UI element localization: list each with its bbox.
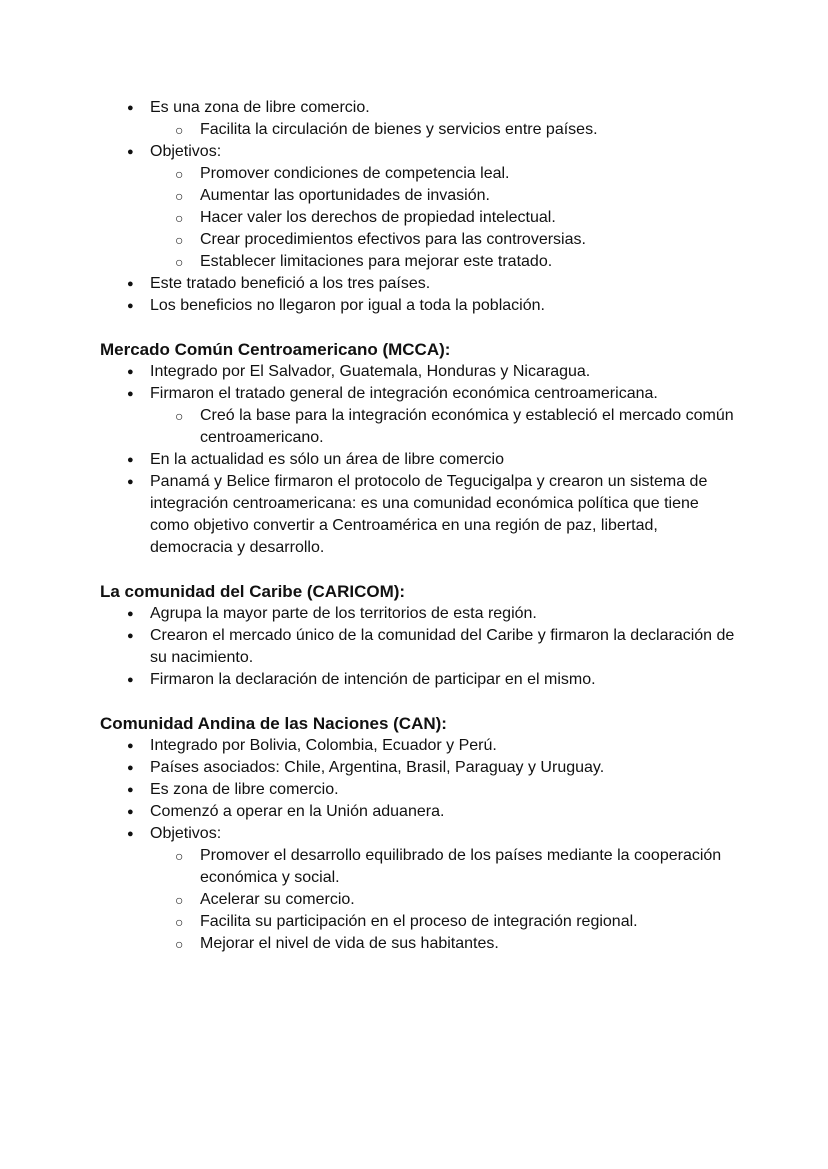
bullet-icon: ● <box>127 806 134 818</box>
sub-list-item-text: Aumentar las oportunidades de invasión. <box>200 187 490 204</box>
list-item <box>100 273 740 295</box>
list-item-text: Agrupa la mayor parte de los territorios de esta región. <box>150 605 537 622</box>
sub-list-item-text: Promover el desarrollo equilibrado de los países mediante la cooperación económica y social. <box>200 847 722 886</box>
sub-list-item <box>150 185 740 207</box>
sub-list-item <box>150 229 740 251</box>
sub-list-item <box>150 207 740 229</box>
list-item-text: Crearon el mercado único de la comunidad del Caribe y firmaron la declaración de su nacimiento. <box>150 627 735 666</box>
hollow-bullet-icon: ○ <box>175 914 184 930</box>
hollow-bullet-icon: ○ <box>175 232 184 248</box>
bullet-icon: ● <box>127 608 134 620</box>
sub-list-item-text: Hacer valer los derechos de propiedad intelectual. <box>200 209 556 226</box>
hollow-bullet-icon: ○ <box>175 848 184 864</box>
list-item <box>100 295 740 317</box>
bullet-icon: ● <box>127 674 134 686</box>
list-item-text: Es zona de libre comercio. <box>150 781 339 798</box>
bullet-list <box>100 603 740 691</box>
sub-list-item <box>150 889 740 911</box>
list-item-text: Es una zona de libre comercio. <box>150 99 370 116</box>
list-item <box>100 97 740 141</box>
hollow-bullet-icon: ○ <box>175 210 184 226</box>
list-item-text: Países asociados: Chile, Argentina, Brasil, Paraguay y Uruguay. <box>150 759 605 776</box>
list-item-text: Integrado por Bolivia, Colombia, Ecuador y Perú. <box>150 737 497 754</box>
sub-list-item <box>150 933 740 955</box>
list-item-text: Firmaron la declaración de intención de participar en el mismo. <box>150 671 596 688</box>
sub-list-item <box>150 845 740 889</box>
bullet-icon: ● <box>127 784 134 796</box>
list-item <box>100 625 740 669</box>
sub-list-item <box>150 405 740 449</box>
bullet-icon: ● <box>127 278 134 290</box>
bullet-list <box>100 97 740 317</box>
hollow-bullet-icon: ○ <box>175 166 184 182</box>
hollow-bullet-icon: ○ <box>175 254 184 270</box>
document-body <box>100 97 740 955</box>
sub-list-item-text: Establecer limitaciones para mejorar este tratado. <box>200 253 553 270</box>
list-item-text: Los beneficios no llegaron por igual a toda la población. <box>150 297 545 314</box>
sub-list-item <box>150 163 740 185</box>
sub-list-item-text: Promover condiciones de competencia leal. <box>200 165 510 182</box>
sub-bullet-list <box>150 163 740 273</box>
hollow-bullet-icon: ○ <box>175 892 184 908</box>
sub-list-item-text: Facilita su participación en el proceso de integración regional. <box>200 913 638 930</box>
sub-list-item <box>150 251 740 273</box>
bullet-icon: ● <box>127 762 134 774</box>
sub-bullet-list <box>150 405 740 449</box>
list-item-text: Este tratado benefició a los tres países. <box>150 275 431 292</box>
sub-list-item-text: Acelerar su comercio. <box>200 891 355 908</box>
bullet-icon: ● <box>127 740 134 752</box>
hollow-bullet-icon: ○ <box>175 122 184 138</box>
bullet-icon: ● <box>127 630 134 642</box>
bullet-icon: ● <box>127 828 134 840</box>
bullet-icon: ● <box>127 102 134 114</box>
list-item-text: Comenzó a operar en la Unión aduanera. <box>150 803 445 820</box>
list-item <box>100 603 740 625</box>
bullet-icon: ● <box>127 476 134 488</box>
hollow-bullet-icon: ○ <box>175 408 184 424</box>
list-item-text: Firmaron el tratado general de integración económica centroamericana. <box>150 385 658 402</box>
list-item <box>100 801 740 823</box>
sub-list-item-text: Creó la base para la integración económica y estableció el mercado común centroamericano. <box>200 407 734 446</box>
list-item <box>100 757 740 779</box>
list-item-text: Panamá y Belice firmaron el protocolo de Tegucigalpa y crearon un sistema de integración centroamericana: es una comunidad económica política que tiene como objetivo convertir a Centroamérica en una región de paz, libertad, democracia y desarrollo. <box>150 473 708 556</box>
list-item-text: Integrado por El Salvador, Guatemala, Honduras y Nicaragua. <box>150 363 591 380</box>
bullet-list <box>100 361 740 559</box>
bullet-icon: ● <box>127 366 134 378</box>
bullet-icon: ● <box>127 388 134 400</box>
list-item <box>100 141 740 273</box>
list-item-text: Objetivos: <box>150 143 222 160</box>
bullet-icon: ● <box>127 300 134 312</box>
list-item <box>100 471 740 559</box>
sub-list-item-text: Crear procedimientos efectivos para las controversias. <box>200 231 586 248</box>
sub-list-item-text: Mejorar el nivel de vida de sus habitantes. <box>200 935 499 952</box>
hollow-bullet-icon: ○ <box>175 936 184 952</box>
section-heading: La comunidad del Caribe (CARICOM): <box>100 582 406 601</box>
list-item <box>100 779 740 801</box>
sub-bullet-list <box>150 119 740 141</box>
list-item <box>100 823 740 955</box>
hollow-bullet-icon: ○ <box>175 188 184 204</box>
sub-list-item-text: Facilita la circulación de bienes y servicios entre países. <box>200 121 598 138</box>
list-item <box>100 669 740 691</box>
bullet-icon: ● <box>127 146 134 158</box>
sub-bullet-list <box>150 845 740 955</box>
bullet-icon: ● <box>127 454 134 466</box>
list-item <box>100 383 740 449</box>
section-heading: Comunidad Andina de las Naciones (CAN): <box>100 714 447 733</box>
bullet-list <box>100 735 740 955</box>
list-item <box>100 735 740 757</box>
section-heading: Mercado Común Centroamericano (MCCA): <box>100 340 451 359</box>
list-item <box>100 361 740 383</box>
sub-list-item <box>150 119 740 141</box>
list-item-text: Objetivos: <box>150 825 222 842</box>
list-item <box>100 449 740 471</box>
sub-list-item <box>150 911 740 933</box>
list-item-text: En la actualidad es sólo un área de libre comercio <box>150 451 504 468</box>
